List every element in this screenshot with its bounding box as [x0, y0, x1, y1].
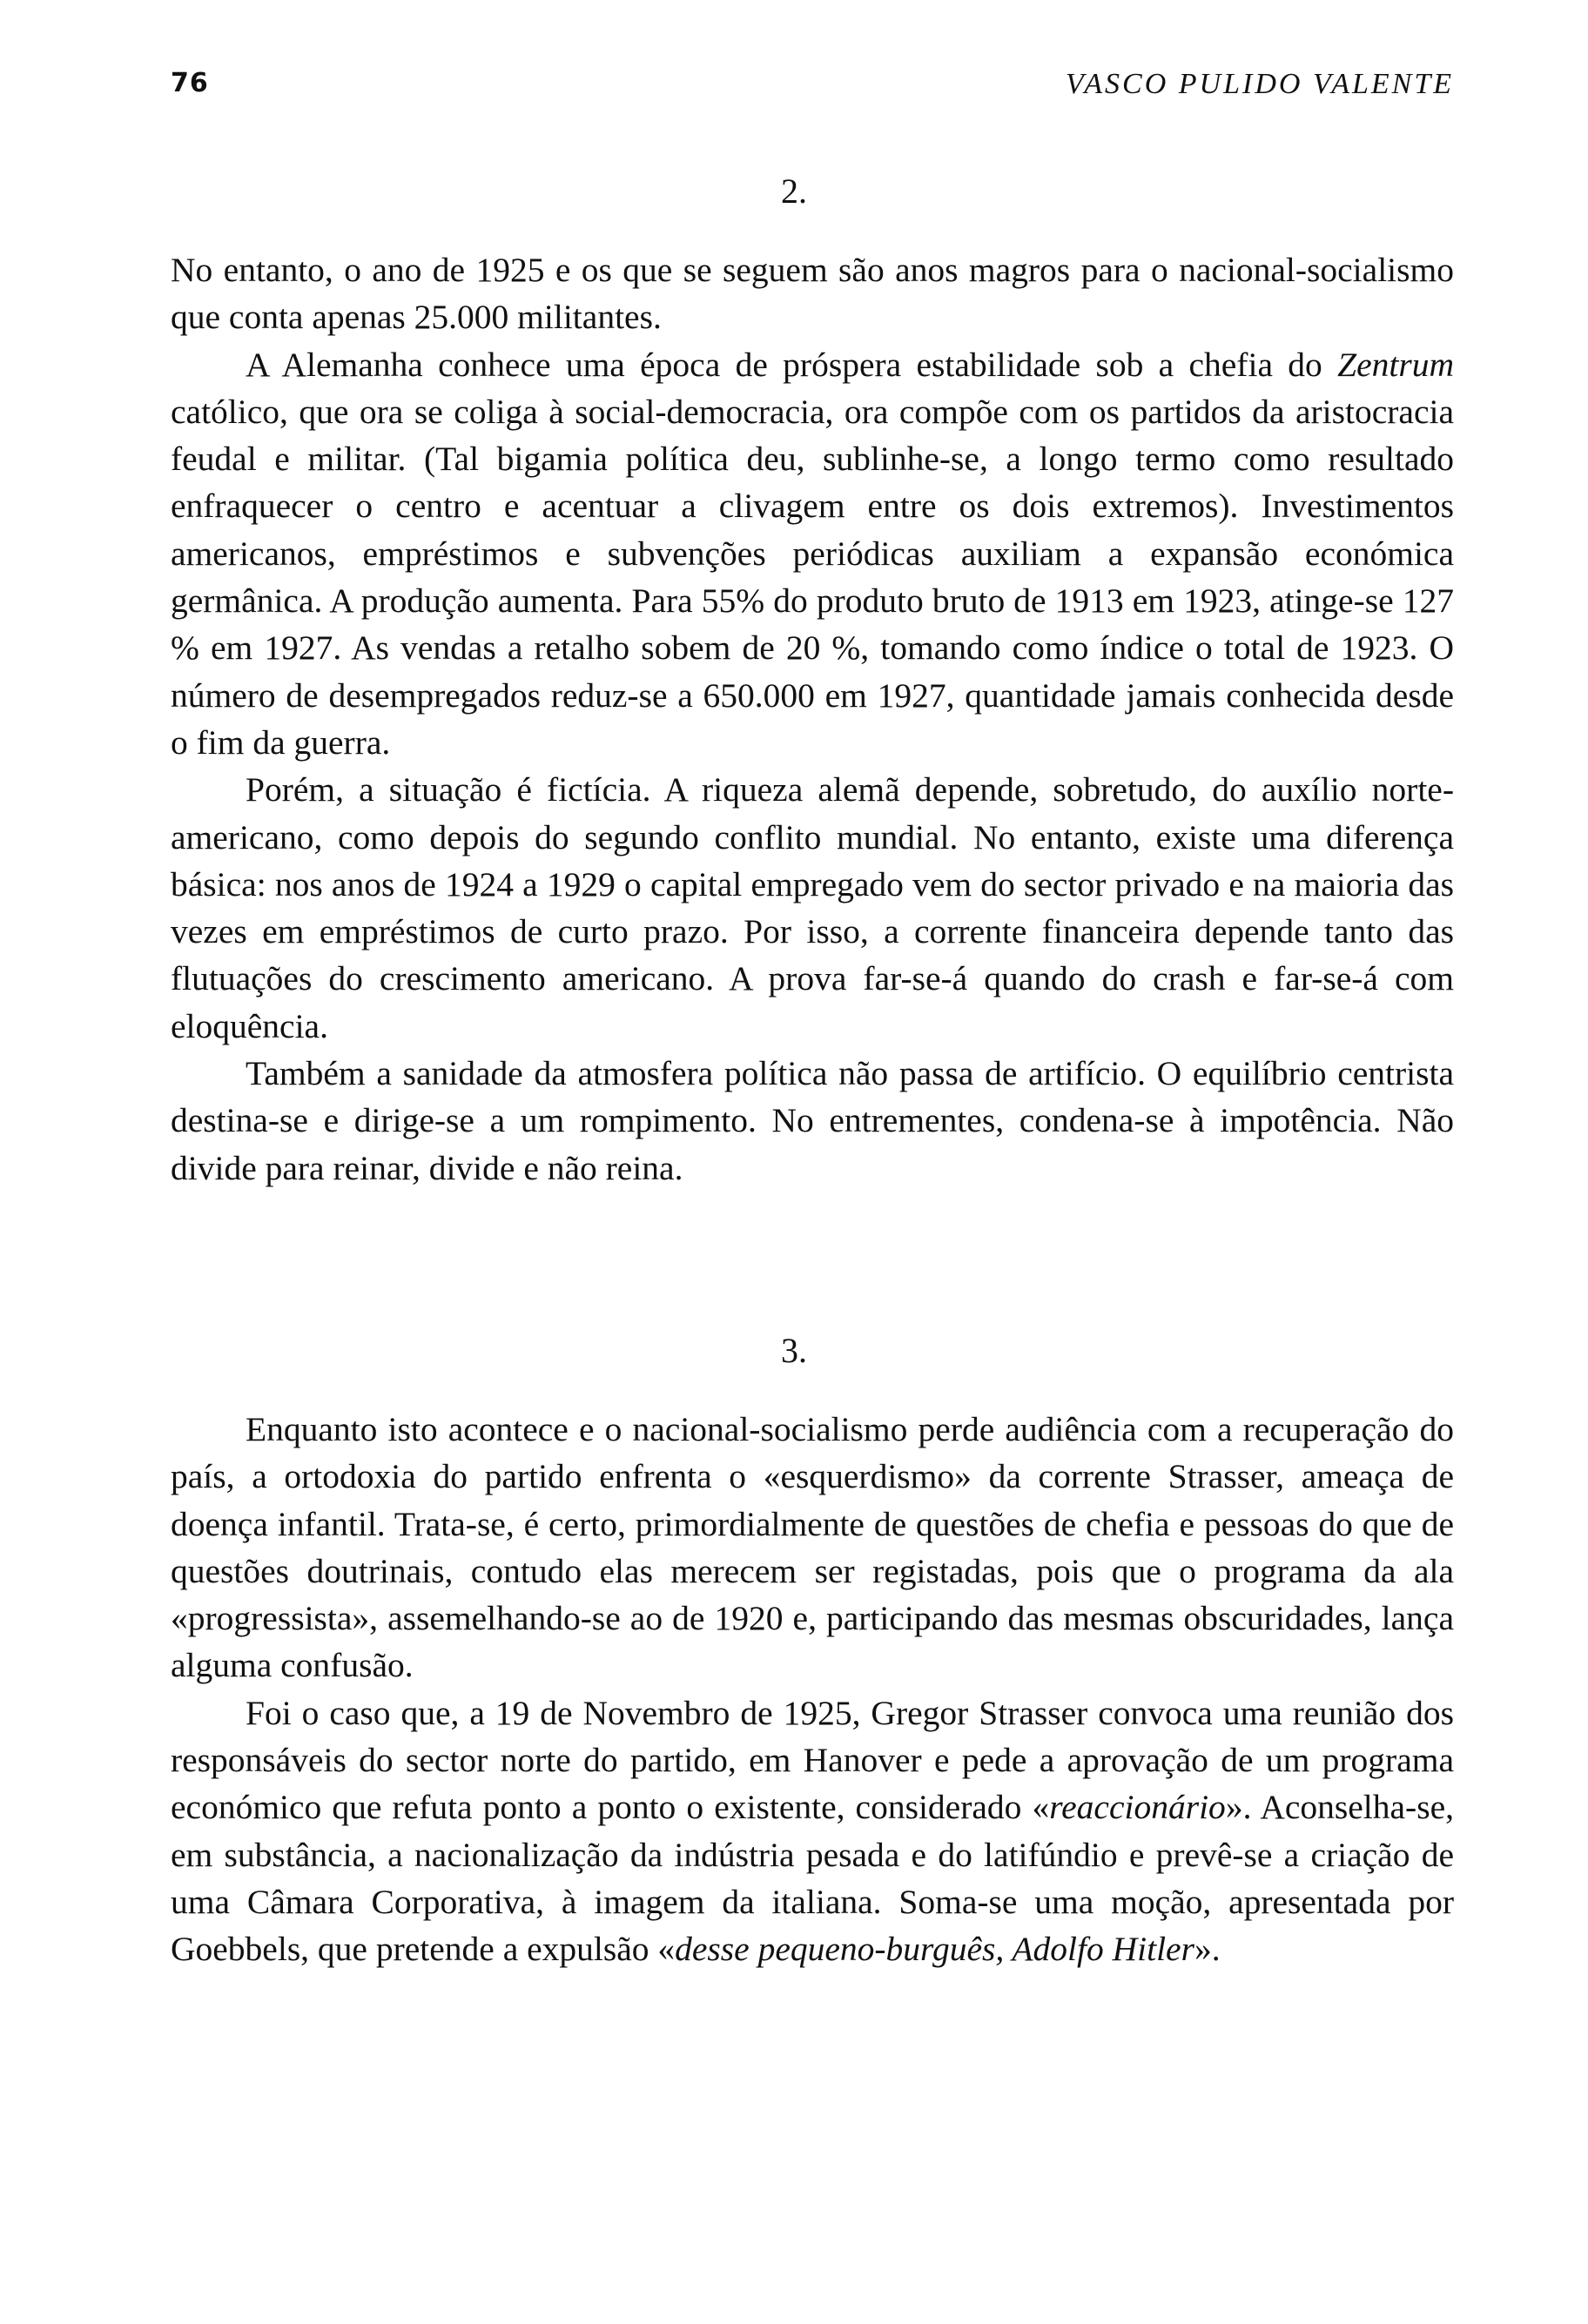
section-number: 2.	[781, 171, 807, 211]
section-2-text	[171, 246, 1454, 1192]
paragraph: A Alemanha conhece uma época de próspera estabilidade sob a chefia do Zentrum católico, que ora se coliga à social-democracia, ora compõe com os partidos da aristocracia feudal e militar. (Tal bigamia política deu, sublinhe-se, a longo termo como resultado enfraquecer o centro e acentuar a clivagem entre os dois extremos). Investimentos americanos, empréstimos e subvenções periódicas auxiliam a expansão económica germânica. A produção aumenta. Para 55% do produto bruto de 1913 em 1923, atinge-se 127 % em 1927. As vendas a retalho sobem de 20 %, tomando como índice o total de 1923. O número de desempregados reduz-se a 650.000 em 1927, quantidade jamais conhecida desde o fim da guerra.	[171, 345, 1454, 762]
paragraph: Também a sanidade da atmosfera política não passa de artifício. O equilíbrio centrista destina-se e dirige-se a um rompimento. No entrementes, condena-se à impotência. Não divide para reinar, divide e não reina.	[171, 1054, 1454, 1187]
page-number: 76	[171, 68, 209, 98]
section-number: 3.	[781, 1331, 807, 1370]
paragraph: Enquanto isto acontece e o nacional-socialismo perde audiência com a recuperação do país, a ortodoxia do partido enfrenta o «esquerdismo» da corrente Strasser, ameaça de doença infantil. Trata-se, é certo, primordialmente de questões de chefia e pessoas do que de questões doutrinais, contudo elas merecem ser registadas, pois que o programa da ala «progressista», assemelhando-se ao de 1920 e, participando das mesmas obscuridades, lança alguma confusão.	[171, 1410, 1454, 1685]
section-3-text	[171, 1406, 1454, 1973]
running-head: VASCO PULIDO VALENTE	[1066, 68, 1454, 100]
paragraph: Porém, a situação é fictícia. A riqueza alemã depende, sobretudo, do auxílio norte-americano, como depois do segundo conflito mundial. No entanto, existe uma diferença básica: nos anos de 1924 a 1929 o capital empregado vem do sector privado e na maioria das vezes em empréstimos de curto prazo. Por isso, a corrente financeira depende tanto das flutuações do crescimento americano. A prova far-se-á quando do crash e far-se-á com eloquência.	[171, 770, 1454, 1045]
paragraph: No entanto, o ano de 1925 e os que se seguem são anos magros para o nacional-socialismo que conta apenas 25.000 militantes.	[171, 251, 1454, 337]
page-header	[171, 68, 1454, 111]
paragraph: Foi o caso que, a 19 de Novembro de 1925, Gregor Strasser convoca uma reunião dos responsáveis do sector norte do partido, em Hanover e pede a aprovação de um programa económico que refuta ponto a ponto o existente, considerado «reaccionário». Aconselha-se, em substância, a nacionalização da indústria pesada e do latifúndio e prevê-se a criação de uma Câmara Corporativa, à imagem da italiana. Soma-se uma moção, apresentada por Goebbels, que pretende a expulsão «desse pequeno-burguês, Adolfo Hitler».	[171, 1693, 1454, 1969]
